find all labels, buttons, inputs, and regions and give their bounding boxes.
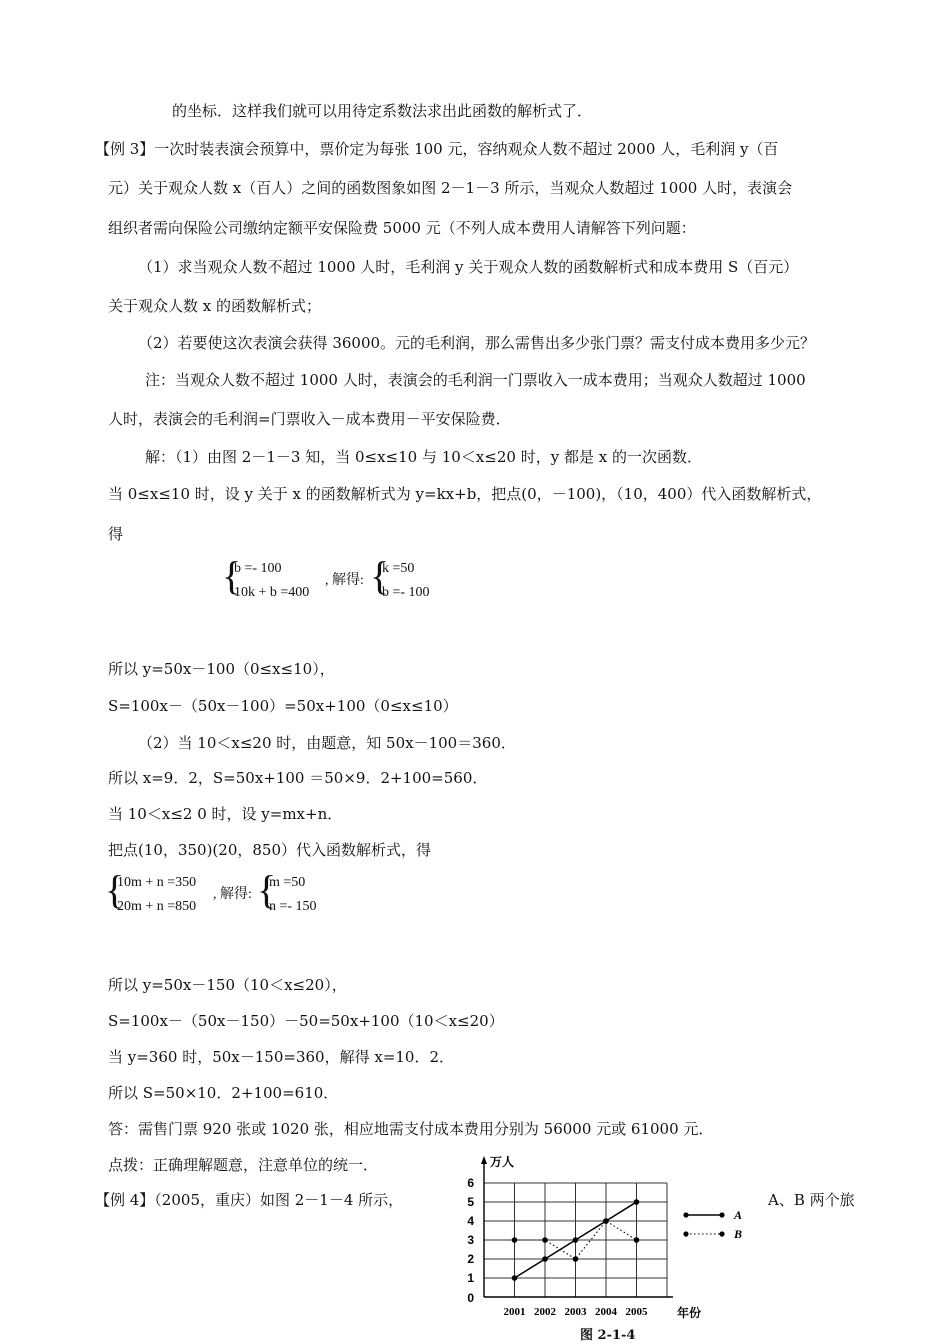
l05: （1）求当观众人数不超过 1000 人时，毛利润 y 关于观众人数的函数解析式和成本费用 S（百元） [138, 258, 799, 276]
point-A-2001 [512, 1275, 518, 1281]
l09: 人时，表演会的毛利润=门票收入－成本费用－平安保险费． [108, 410, 511, 428]
legend-label-b: B [734, 1227, 743, 1241]
point-B-2002 [542, 1237, 548, 1243]
l10: 解：（1）由图 2－1－3 知，当 0≤x≤10 与 10＜x≤20 时，y 都是 x 的一次函数． [145, 448, 702, 466]
equation-system-1: { b =- 100 10k + b =400 , 解得: { k =50 b =- 100 [222, 553, 430, 600]
legend-label-a: A [734, 1208, 743, 1222]
eq2-sol1: m =50 [269, 875, 306, 890]
y-unit-label: 万人 [490, 1155, 515, 1169]
eq1-sol2: b =- 100 [382, 585, 430, 600]
eq2-row1: 10m + n =350 [117, 875, 197, 890]
figure-2-1-4-line-chart [458, 1152, 758, 1322]
l04: 组织者需向保险公司缴纳定额平安保险费 5000 元（不列人成本费用人请解答下列问题： [108, 219, 696, 237]
equation-system-2: { 10m + n =350 20m + n =850 , 解得: { m =50 n =- 150 [105, 867, 317, 914]
legend-marker-end-a [719, 1212, 724, 1217]
eq1-sol1: k =50 [382, 561, 415, 576]
l02: 【例 3】一次时装表演会预算中，票价定为每张 100 元，容纳观众人数不超过 2000 人，毛利润 y（百 [95, 140, 779, 158]
point-B-2003 [573, 1256, 579, 1262]
y-tick-3: 3 [467, 1233, 474, 1247]
l21: 当 y=360 时，50x－150=360，解得 x=10．2． [108, 1048, 455, 1066]
point-B-2004 [603, 1218, 609, 1224]
y-tick-6: 6 [467, 1176, 474, 1190]
x-tick-2002: 2002 [534, 1306, 556, 1318]
l08: 注：当观众人数不超过 1000 人时，表演会的毛利润一门票收入一成本费用；当观众人数超过 1000 [145, 371, 806, 389]
chart-labels [467, 1155, 701, 1320]
l11: 当 0≤x≤10 时，设 y 关于 x 的函数解析式为 y=kx+b，把点(0，－100)，（10，400）代入函数解析式， [108, 485, 822, 503]
y-tick-2: 2 [467, 1252, 474, 1266]
y-tick-4: 4 [467, 1214, 474, 1228]
l22: 所以 S=50×10．2+100=610． [108, 1084, 339, 1102]
l15: （2）当 10＜x≤20 时，由题意，知 50x－100＝360． [138, 734, 516, 752]
x-tick-2004: 2004 [595, 1306, 617, 1318]
x-tick-2003: 2003 [564, 1306, 587, 1318]
x-unit-label: 年份 [677, 1306, 702, 1320]
l23: 答：需售门票 920 张或 1020 张，相应地需支付成本费用分别为 56000 元或 61000 元． [108, 1120, 714, 1138]
l12: 得 [108, 525, 124, 543]
l13: 所以 y=50x－100（0≤x≤10）， [108, 660, 335, 678]
y-axis-arrow [481, 1156, 487, 1164]
l19: 所以 y=50x－150（10＜x≤20）， [108, 976, 347, 994]
l25a: 【例 4】（2005，重庆）如图 2－1－4 所示， [95, 1191, 404, 1209]
y-tick-5: 5 [467, 1195, 474, 1209]
chart-legend [683, 1208, 742, 1241]
point-A-2005 [634, 1199, 640, 1205]
legend-marker-start-a [683, 1212, 688, 1217]
l14: S=100x－（50x－100）=50x+100（0≤x≤10） [108, 697, 458, 715]
point-A-2002 [542, 1256, 548, 1262]
legend-marker-end-b [719, 1231, 724, 1236]
figure-caption: 图 2-1-4 [580, 1328, 636, 1343]
l03: 元）关于观众人数 x（百人）之间的函数图象如图 2－1－3 所示，当观众人数超过 1000 人时，表演会 [108, 179, 793, 197]
legend-marker-start-b [683, 1231, 688, 1236]
x-tick-2001: 2001 [503, 1306, 526, 1318]
l17: 当 10＜x≤2 0 时，设 y=mx+n． [108, 805, 343, 823]
l01: 的坐标．这样我们就可以用待定系数法求出此函数的解析式了． [172, 102, 593, 120]
chart-axes [481, 1156, 673, 1297]
eq1-row1: b =- 100 [234, 561, 282, 576]
y-tick-1: 1 [467, 1271, 474, 1285]
l16: 所以 x=9．2，S=50x+100 ＝50×9．2+100=560． [108, 769, 488, 787]
l24: 点拨：正确理解题意，注意单位的统一． [108, 1156, 379, 1174]
l06: 关于观众人数 x 的函数解析式； [108, 297, 321, 315]
point-A-2003 [573, 1237, 579, 1243]
l18: 把点(10，350)(20，850）代入函数解析式，得 [108, 841, 431, 859]
eq2-row2: 20m + n =850 [117, 899, 197, 914]
eq1-row2: 10k + b =400 [234, 585, 310, 600]
origin-label: 0 [467, 1291, 474, 1305]
l20: S=100x－（50x－150）－50=50x+100（10＜x≤20） [108, 1012, 504, 1030]
point-B-2005 [634, 1237, 640, 1243]
point-B-2001 [512, 1237, 518, 1243]
l25b: A、B 两个旅 [768, 1191, 855, 1209]
l07: （2）若要使这次表演会获得 36000。元的毛利润，那么需售出多少张门票？需支付成本费用多少元？ [138, 334, 816, 352]
eq2-solve-label: , 解得: [213, 887, 252, 902]
eq2-sol2: n =- 150 [269, 899, 317, 914]
x-tick-2005: 2005 [625, 1306, 648, 1318]
eq1-solve-label: , 解得: [325, 573, 364, 588]
